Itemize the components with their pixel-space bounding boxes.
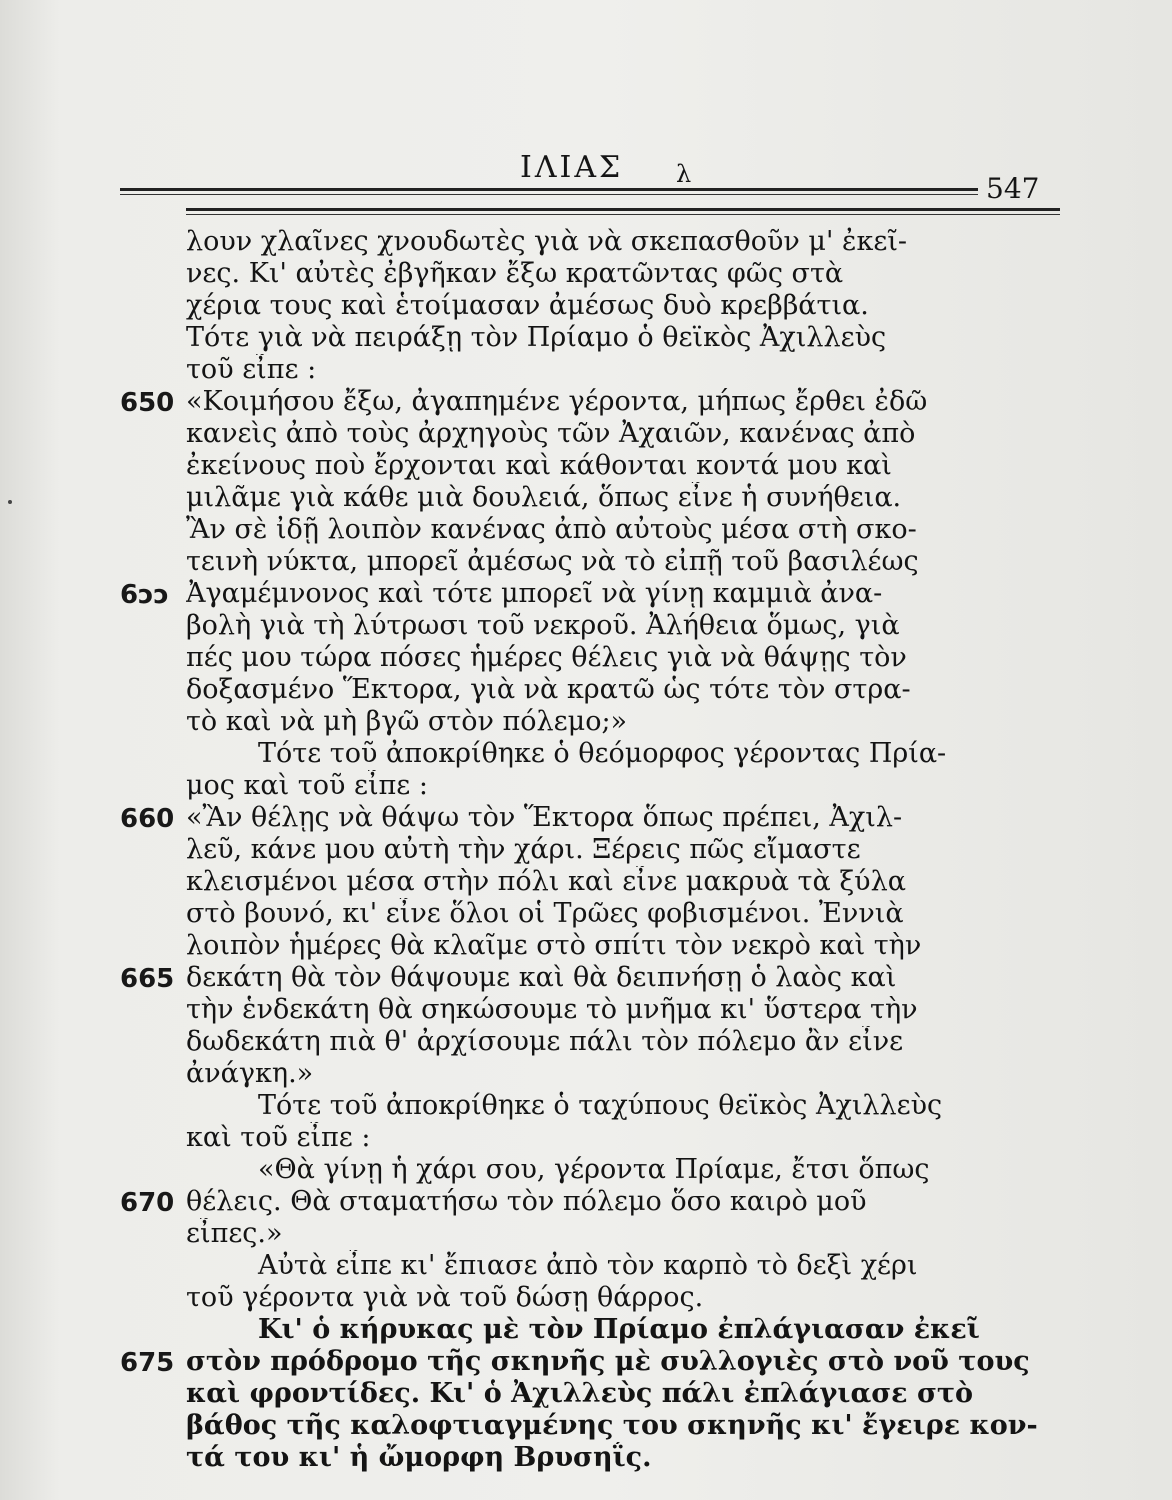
text-line: δωδεκάτη πιὰ θ' ἀρχίσουμε πάλι τὸν πόλεμο ἂν εἶνε <box>186 1026 904 1057</box>
text-line: «Κοιμήσου ἔξω, ἀγαπημένε γέροντα, μήπως ἔρθει ἐδῶ <box>186 386 928 417</box>
running-head-mark: λ <box>676 160 692 188</box>
text-line: καὶ φροντίδες. Κι' ὁ Ἀχιλλεὺς πάλι ἐπλάγιασε στὸ <box>186 1378 974 1409</box>
text-line: στὸν πρόδρομο τῆς σκηνῆς μὲ συλλογιὲς στὸ νοῦ τους <box>186 1346 1030 1377</box>
text-line: «Ἂν θέλῃς νὰ θάψω τὸν Ἕκτορα ὅπως πρέπει, Ἀχιλ- <box>186 802 903 833</box>
text-line: πές μου τώρα πόσες ἡμέρες θέλεις γιὰ νὰ θάψῃς τὸν <box>186 642 907 673</box>
text-line: λουν χλαῖνες χνουδωτὲς γιὰ νὰ σκεπασθοῦν μ' ἐκεῖ- <box>186 226 908 257</box>
text-line: χέρια τους καὶ ἑτοίμασαν ἀμέσως δυὸ κρεββάτια. <box>186 290 869 321</box>
print-speck <box>8 500 12 504</box>
text-line: κανεὶς ἀπὸ τοὺς ἀρχηγοὺς τῶν Ἀχαιῶν, κανένας ἀπὸ <box>186 418 916 449</box>
text-line: τὴν ἑνδεκάτη θὰ σηκώσουμε τὸ μνῆμα κι' ὕστερα τὴν <box>186 994 918 1025</box>
text-line: βολὴ γιὰ τὴ λύτρωσι τοῦ νεκροῦ. Ἀλήθεια ὅμως, γιὰ <box>186 610 900 641</box>
text-line: νες. Κι' αὐτὲς ἐβγῆκαν ἔξω κρατῶντας φῶς στὰ <box>186 258 844 289</box>
text-line: μιλᾶμε γιὰ κάθε μιὰ δουλειά, ὅπως εἶνε ἡ συνήθεια. <box>186 482 902 513</box>
line-number-665: 665 <box>120 964 175 994</box>
text-line: ἀνάγκη.» <box>186 1058 314 1089</box>
running-head-title: ΙΛΙΑΣ <box>520 150 624 185</box>
line-number-670: 670 <box>120 1188 175 1218</box>
text-line: καὶ τοῦ εἶπε : <box>186 1122 371 1153</box>
text-line: Κι' ὁ κήρυκας μὲ τὸν Πρίαμο ἐπλάγιασαν ἐκεῖ <box>258 1314 980 1345</box>
text-line: ἐκείνους ποὺ ἔρχονται καὶ κάθονται κοντά μου καὶ <box>186 450 892 481</box>
text-line: λεῦ, κάνε μου αὐτὴ τὴν χάρι. Ξέρεις πῶς εἴμαστε <box>186 834 861 865</box>
text-line: τά του κι' ἡ ὤμορφη Βρυσηΐς. <box>186 1442 652 1473</box>
line-number-650: 650 <box>120 388 175 418</box>
text-line: Ἀγαμέμνονος καὶ τότε μπορεῖ νὰ γίνῃ καμμιὰ ἀνα- <box>186 578 883 609</box>
text-line: τοῦ γέροντα γιὰ νὰ τοῦ δώσῃ θάρρος. <box>186 1282 704 1313</box>
text-line: Τότε τοῦ ἀποκρίθηκε ὁ ταχύπους θεϊκὸς Ἀχιλλεὺς <box>258 1090 943 1121</box>
text-line: τοῦ εἶπε : <box>186 354 317 385</box>
text-line: δεκάτη θὰ τὸν θάψουμε καὶ θὰ δειπνήσῃ ὁ λαὸς καὶ <box>186 962 897 993</box>
line-number-660: 660 <box>120 804 175 834</box>
text-line: θέλεις. Θὰ σταματήσω τὸν πόλεμο ὅσο καιρὸ μοῦ <box>186 1186 867 1217</box>
text-line: κλεισμένοι μέσα στὴν πόλι καὶ εἶνε μακρυὰ τὰ ξύλα <box>186 866 906 897</box>
text-line: Ἂν σὲ ἰδῇ λοιπὸν κανένας ἀπὸ αὐτοὺς μέσα στὴ σκο- <box>186 514 917 545</box>
text-line: τὸ καὶ νὰ μὴ βγῶ στὸν πόλεμο;» <box>186 706 628 737</box>
page-number: 547 <box>986 172 1040 205</box>
text-line: εἶπες.» <box>186 1218 283 1249</box>
line-number-675: 675 <box>120 1348 175 1378</box>
text-line: Τότε γιὰ νὰ πειράξῃ τὸν Πρίαμο ὁ θεϊκὸς Ἀχιλλεὺς <box>186 322 887 353</box>
text-line: τεινὴ νύκτα, μπορεῖ ἀμέσως νὰ τὸ εἰπῇ τοῦ βασιλέως <box>186 546 919 577</box>
text-line: Τότε τοῦ ἀποκρίθηκε ὁ θεόμορφος γέροντας Πρία- <box>258 738 947 769</box>
text-line: μος καὶ τοῦ εἶπε : <box>186 770 428 801</box>
text-line: βάθος τῆς καλοφτιαγμένης του σκηνῆς κι' ἔγειρε κον- <box>186 1410 1038 1441</box>
text-line: στὸ βουνό, κι' εἶνε ὅλοι οἱ Τρῶες φοβισμένοι. Ἐννιὰ <box>186 898 904 929</box>
text-line: δοξασμένο Ἕκτορα, γιὰ νὰ κρατῶ ὡς τότε τὸν στρα- <box>186 674 911 705</box>
line-number-655: 6ͻͻ <box>120 580 169 610</box>
text-line: «Θὰ γίνῃ ἡ χάρι σου, γέροντα Πρίαμε, ἔτσι ὅπως <box>258 1154 930 1185</box>
text-line: λοιπὸν ἡμέρες θὰ κλαῖμε στὸ σπίτι τὸν νεκρὸ καὶ τὴν <box>186 930 922 961</box>
text-line: Αὐτὰ εἶπε κι' ἔπιασε ἀπὸ τὸν καρπὸ τὸ δεξὶ χέρι <box>258 1250 918 1281</box>
